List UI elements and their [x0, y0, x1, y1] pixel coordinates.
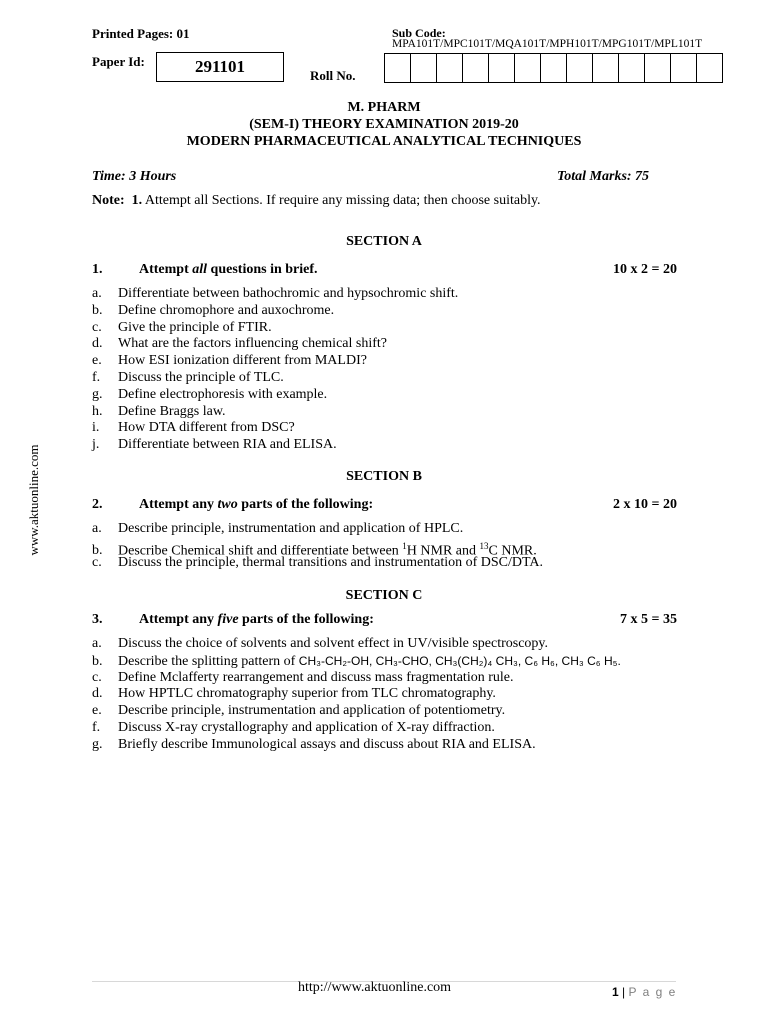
roll-number-cell: [671, 54, 697, 82]
note-number: 1.: [131, 193, 143, 208]
printed-pages: Printed Pages: 01: [92, 26, 190, 41]
section-a-questions: [92, 286, 458, 454]
section-c-heading: SECTION C: [345, 588, 423, 603]
roll-number-cell: [489, 54, 515, 82]
list-item: a. Discuss the choice of solvents and solvent effect in UV/visible spectroscopy.: [92, 636, 549, 651]
roll-number-cell: [411, 54, 437, 82]
question-number: 1.: [92, 262, 103, 277]
section-a-heading: SECTION A: [346, 234, 422, 249]
question-instruction: Attempt all questions in brief.: [139, 262, 318, 277]
list-item: c. Give the principle of FTIR.: [92, 319, 272, 335]
footer-url[interactable]: http://www.aktuonline.com: [298, 980, 452, 995]
list-item: f. Discuss the principle of TLC.: [92, 369, 284, 385]
question-marks: 7 x 5 = 35: [620, 612, 677, 627]
roll-number-cell: [619, 54, 645, 82]
page-number: 1 | P a g e: [612, 985, 677, 999]
roll-number-cell: [645, 54, 671, 82]
total-marks: Total Marks: 75: [557, 169, 650, 184]
question-marks: 10 x 2 = 20: [613, 262, 677, 277]
list-item: d. How HPTLC chromatography superior from TLC chromatography.: [92, 686, 496, 702]
watermark: www.aktuonline.com: [26, 444, 41, 556]
roll-number-cell: [437, 54, 463, 82]
list-item: f. Discuss X-ray crystallography and application of X-ray diffraction.: [92, 719, 495, 735]
roll-number-cell: [697, 54, 723, 82]
list-item: a. Describe principle, instrumentation and application of HPLC.: [92, 521, 464, 536]
paper-id-box: 291101: [156, 52, 284, 82]
section-b-questions: [92, 521, 543, 571]
roll-number-cell: [593, 54, 619, 82]
list-item: c. Discuss the principle, thermal transitions and instrumentation of DSC/DTA.: [92, 554, 544, 570]
exam-title: (SEM-I) THEORY EXAMINATION 2019-20: [249, 117, 519, 132]
sub-codes: MPA101T/MPC101T/MQA101T/MPH101T/MPG101T/MPL101T: [392, 38, 703, 50]
question-instruction: Attempt any five parts of the following:: [139, 612, 374, 627]
paper-id-label: Paper Id:: [92, 54, 145, 69]
question-marks: 2 x 10 = 20: [613, 497, 677, 512]
list-item: g. Briefly describe Immunological assays and discuss about RIA and ELISA.: [92, 736, 536, 752]
list-item: b. Describe the splitting pattern of CH₃-CH₂-OH, CH₃-CHO, CH₃(CH₂)₄ CH₃, C₆ H₆, CH₃ C₆ H₅.: [92, 653, 621, 669]
roll-no-label: Roll No.: [310, 68, 356, 83]
list-item: e. Describe principle, instrumentation and application of potentiometry.: [92, 703, 506, 719]
note-label: Note:: [92, 193, 125, 208]
subject-title: MODERN PHARMACEUTICAL ANALYTICAL TECHNIQUES: [186, 134, 582, 149]
list-item: b. Describe Chemical shift and differentiate between $^1$H NMR and $^{13}$C NMR.: [92, 540, 537, 559]
roll-number-cell: [385, 54, 411, 82]
roll-number-cell: [515, 54, 541, 82]
roll-number-cell: [567, 54, 593, 82]
list-item: h. Define Braggs law.: [92, 403, 226, 419]
list-item: c. Define Mclafferty rearrangement and discuss mass fragmentation rule.: [92, 669, 514, 685]
list-item: d. What are the factors influencing chemical shift?: [92, 336, 387, 352]
time-allowed: Time: 3 Hours: [92, 169, 177, 184]
list-item: b. Define chromophore and auxochrome.: [92, 302, 335, 318]
list-item: g. Define electrophoresis with example.: [92, 386, 328, 402]
list-item: e. How ESI ionization different from MALDI?: [92, 353, 367, 369]
degree-title: M. PHARM: [347, 100, 421, 115]
note: [92, 193, 541, 209]
list-item: j. Differentiate between RIA and ELISA.: [92, 437, 337, 453]
roll-number-grid: [384, 53, 723, 83]
question-number: 2.: [92, 497, 103, 512]
sub-code-label: Sub Code:: [392, 26, 446, 40]
list-item: a. Differentiate between bathochromic and hypsochromic shift.: [92, 286, 459, 301]
roll-number-cell: [541, 54, 567, 82]
question-instruction: Attempt any two parts of the following:: [139, 497, 374, 512]
note-text: Attempt all Sections. If require any missing data; then choose suitably.: [144, 193, 541, 208]
roll-number-cell: [463, 54, 489, 82]
section-b-heading: SECTION B: [346, 469, 422, 484]
list-item: i. How DTA different from DSC?: [92, 420, 295, 436]
section-c-questions: [92, 636, 621, 754]
question-number: 3.: [92, 612, 103, 627]
